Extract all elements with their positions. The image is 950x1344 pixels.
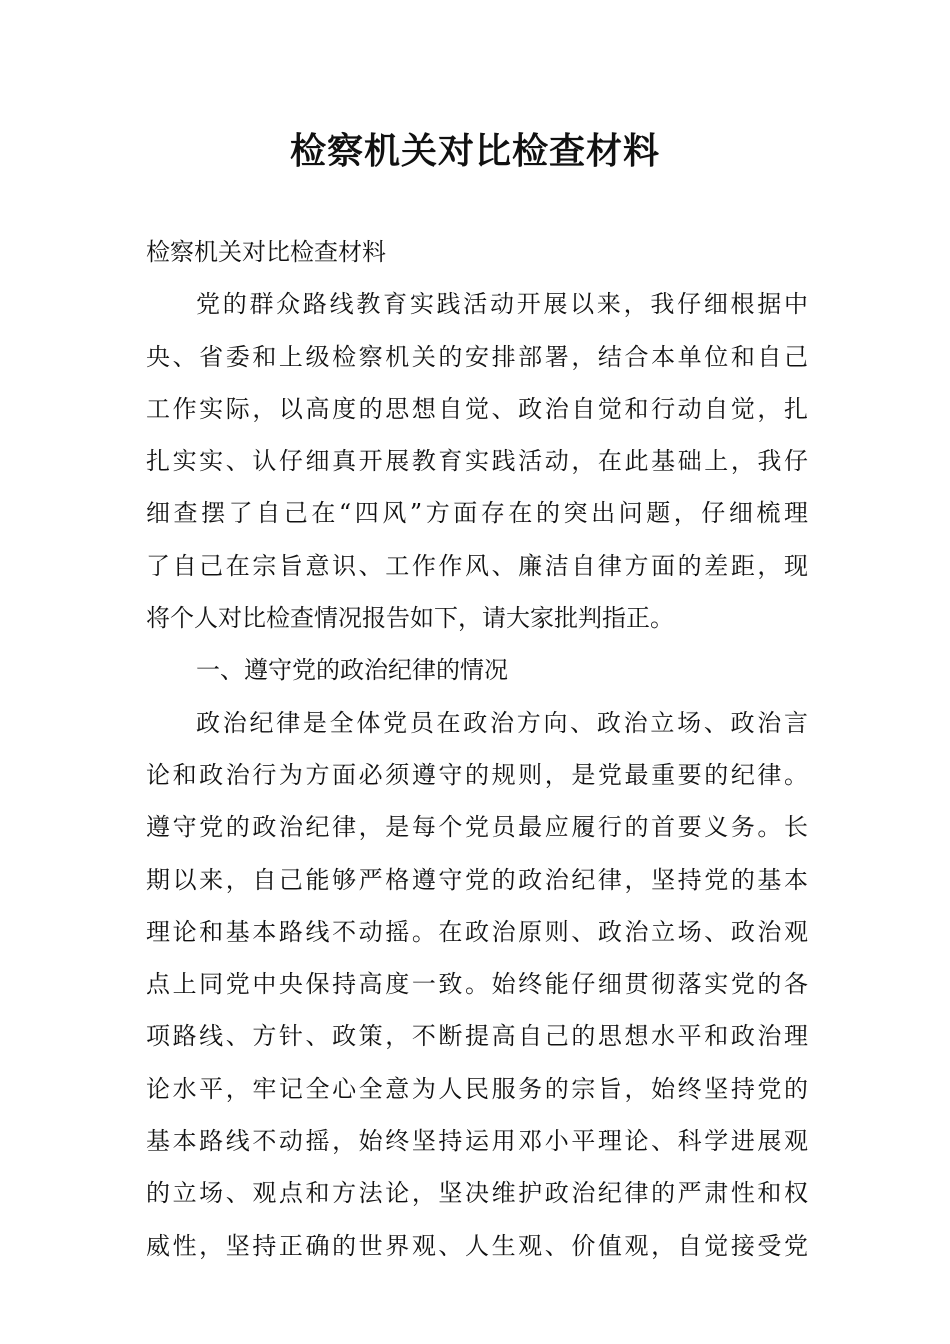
document-body xyxy=(146,226,808,1272)
text-line: 基本路线不动摇，始终坚持运用邓小平理论、科学进展观 xyxy=(146,1127,808,1156)
text-line: 点上同党中央保持高度一致。始终能仔细贯彻落实党的各 xyxy=(146,970,808,999)
text-line: 央、省委和上级检察机关的安排部署，结合本单位和自己 xyxy=(146,342,808,371)
text-line: 的立场、观点和方法论，坚决维护政治纪律的严肃性和权 xyxy=(146,1179,808,1208)
text-line: 扎实实、认仔细真开展教育实践活动，在此基础上，我仔 xyxy=(146,447,808,476)
text-line: 论和政治行为方面必须遵守的规则，是党最重要的纪律。 xyxy=(146,760,808,789)
text-line: 威性，坚持正确的世界观、人生观、价值观，自觉接受党 xyxy=(146,1231,808,1260)
text-line: 期以来，自己能够严格遵守党的政治纪律，坚持党的基本 xyxy=(146,865,808,894)
document-title: 检察机关对比检查材料 xyxy=(289,131,660,172)
text-line: 政治纪律是全体党员在政治方向、政治立场、政治言 xyxy=(196,708,808,737)
text-line: 将个人对比检查情况报告如下，请大家批判指正。 xyxy=(146,604,674,633)
text-line: 理论和基本路线不动摇。在政治原则、政治立场、政治观 xyxy=(146,917,808,946)
text-line: 遵守党的政治纪律，是每个党员最应履行的首要义务。长 xyxy=(146,813,808,842)
text-line: 检察机关对比检查材料 xyxy=(146,238,386,266)
text-line: 了自己在宗旨意识、工作作风、廉洁自律方面的差距，现 xyxy=(146,551,808,580)
text-line: 细查摆了自己在“四风”方面存在的突出问题，仔细梳理 xyxy=(146,499,808,528)
text-line: 论水平，牢记全心全意为人民服务的宗旨，始终坚持党的 xyxy=(146,1074,808,1103)
text-line: 一、遵守党的政治纪律的情况 xyxy=(196,656,508,685)
text-line: 工作实际，以高度的思想自觉、政治自觉和行动自觉，扎 xyxy=(146,394,808,423)
text-line: 项路线、方针、政策，不断提高自己的思想水平和政治理 xyxy=(146,1022,808,1051)
text-line: 党的群众路线教育实践活动开展以来，我仔细根据中 xyxy=(196,290,808,319)
